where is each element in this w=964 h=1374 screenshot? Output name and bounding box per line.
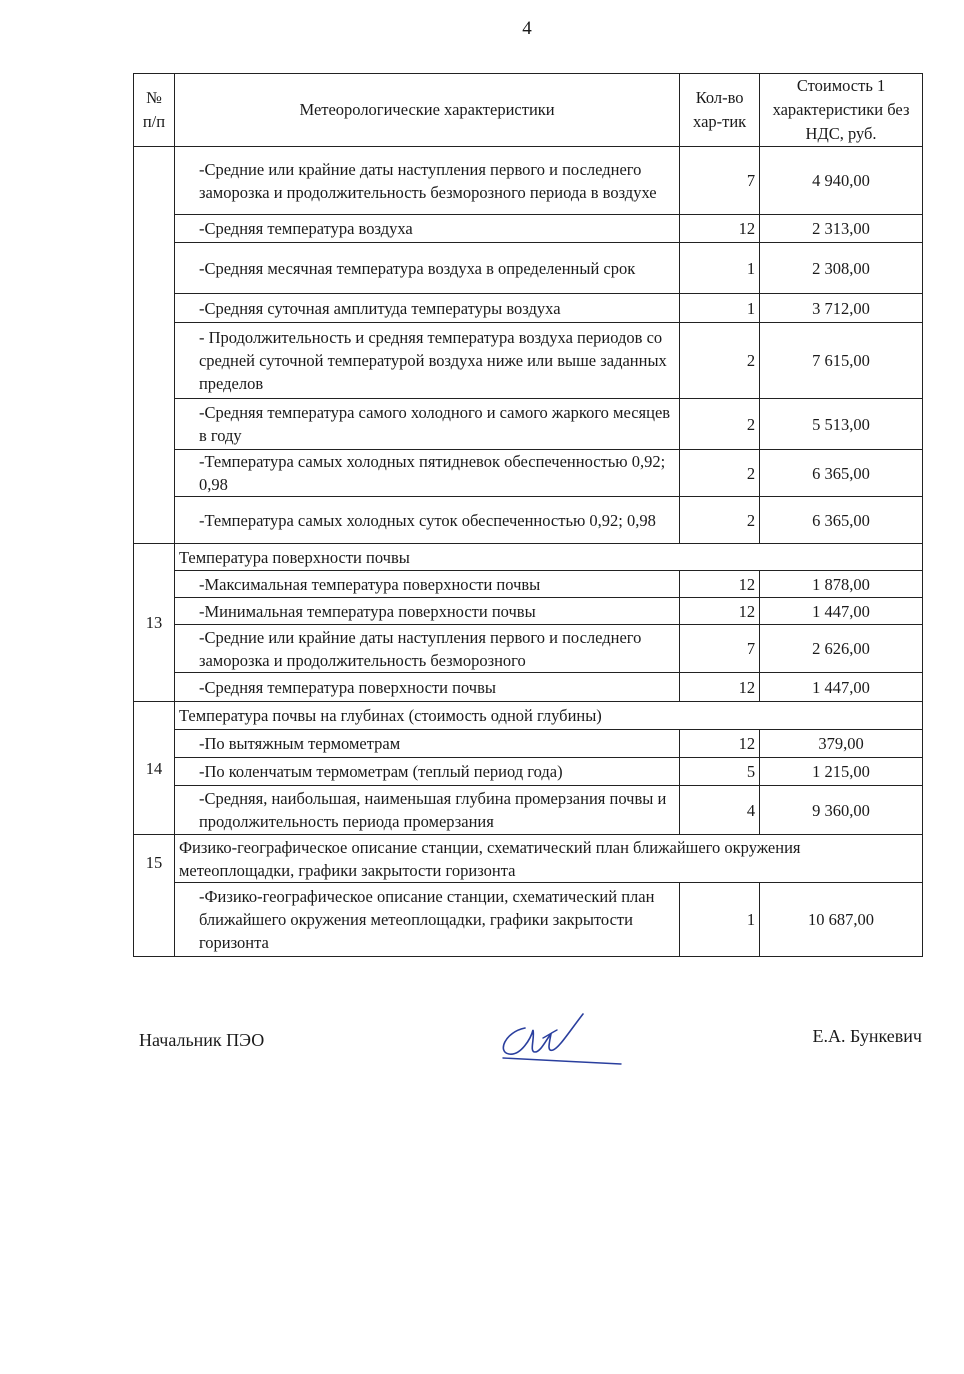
signer-name: Е.А. Бункевич — [812, 1026, 922, 1046]
characteristic-name: -Средняя температура самого холодного и самого жаркого месяцев в году — [174, 399, 679, 450]
table-row — [134, 730, 923, 758]
characteristic-cost: 5 513,00 — [760, 399, 923, 450]
characteristic-qty: 7 — [680, 147, 760, 215]
characteristic-name: -Температура самых холодных пятидневок обеспеченностью 0,92; 0,98 — [174, 450, 679, 497]
table-row — [134, 215, 923, 243]
characteristic-name: -По вытяжным термометрам — [174, 730, 679, 758]
page-number: 4 — [522, 18, 532, 39]
table-row — [134, 625, 923, 673]
characteristic-name: - Продолжительность и средняя температура воздуха периодов со средней суточной температурой воздуха ниже или выше заданных пределов — [174, 323, 679, 399]
characteristic-qty: 12 — [680, 215, 760, 243]
characteristic-cost: 2 308,00 — [760, 243, 923, 294]
characteristic-cost: 7 615,00 — [760, 323, 923, 399]
section-title: Температура почвы на глубинах (стоимость одной глубины) — [174, 702, 922, 730]
characteristic-cost: 3 712,00 — [760, 294, 923, 323]
characteristic-cost: 2 626,00 — [760, 625, 923, 673]
section-row — [134, 702, 923, 730]
characteristic-qty: 12 — [680, 571, 760, 598]
characteristic-name: -Средние или крайние даты наступления первого и последнего заморозка и продолжительность безморозного периода в воздухе — [174, 147, 679, 215]
characteristic-qty: 1 — [680, 243, 760, 294]
header-num: № п/п — [134, 74, 175, 147]
section-title: Физико-географическое описание станции, схематический план ближайшего окружения метеоплощадки, графики закрытости горизонта — [174, 835, 922, 883]
table-row — [134, 571, 923, 598]
characteristic-qty: 4 — [680, 786, 760, 835]
header-cost: Стоимость 1 характеристики без НДС, руб. — [760, 74, 923, 147]
characteristic-cost: 10 687,00 — [760, 883, 923, 957]
characteristic-name: -Минимальная температура поверхности почвы — [174, 598, 679, 625]
row-number-cell: 14 — [134, 702, 175, 835]
characteristic-cost: 1 215,00 — [760, 758, 923, 786]
section-row — [134, 544, 923, 571]
row-number-cell: 13 — [134, 544, 175, 702]
signer-position: Начальник ПЭО — [139, 1030, 265, 1050]
characteristic-qty: 2 — [680, 450, 760, 497]
table-row — [134, 673, 923, 702]
characteristic-name: -Средняя месячная температура воздуха в определенный срок — [174, 243, 679, 294]
table-row — [134, 294, 923, 323]
characteristic-cost: 1 878,00 — [760, 571, 923, 598]
section-row — [134, 835, 923, 883]
row-number-cell — [134, 147, 175, 544]
characteristic-qty: 2 — [680, 399, 760, 450]
section-title: Температура поверхности почвы — [174, 544, 922, 571]
characteristic-qty: 12 — [680, 598, 760, 625]
characteristic-qty: 2 — [680, 323, 760, 399]
table-row — [134, 598, 923, 625]
cost-table — [133, 73, 923, 957]
table-row — [134, 399, 923, 450]
table-row — [134, 497, 923, 544]
table-header-row — [134, 74, 923, 147]
characteristic-cost: 6 365,00 — [760, 450, 923, 497]
characteristic-cost: 2 313,00 — [760, 215, 923, 243]
characteristic-cost: 6 365,00 — [760, 497, 923, 544]
table-row — [134, 450, 923, 497]
characteristic-name: -Средняя температура воздуха — [174, 215, 679, 243]
characteristic-cost: 1 447,00 — [760, 673, 923, 702]
characteristic-name: -Средняя температура поверхности почвы — [174, 673, 679, 702]
characteristic-name: -Температура самых холодных суток обеспеченностью 0,92; 0,98 — [174, 497, 679, 544]
characteristic-name: -Максимальная температура поверхности почвы — [174, 571, 679, 598]
table-row — [134, 786, 923, 835]
row-number-cell: 15 — [134, 835, 175, 957]
characteristic-cost: 4 940,00 — [760, 147, 923, 215]
characteristic-qty: 2 — [680, 497, 760, 544]
header-qty: Кол-во хар-тик — [680, 74, 760, 147]
characteristic-qty: 7 — [680, 625, 760, 673]
characteristic-qty: 5 — [680, 758, 760, 786]
characteristic-name: -По коленчатым термометрам (теплый период года) — [174, 758, 679, 786]
table-row — [134, 883, 923, 957]
characteristic-qty: 12 — [680, 673, 760, 702]
characteristic-name: -Физико-географическое описание станции, схематический план ближайшего окружения метеоплощадки, графики закрытости горизонта — [174, 883, 679, 957]
characteristic-qty: 1 — [680, 883, 760, 957]
characteristic-name: -Средняя, наибольшая, наименьшая глубина промерзания почвы и продолжительность периода промерзания — [174, 786, 679, 835]
table-row — [134, 758, 923, 786]
characteristic-name: -Средняя суточная амплитуда температуры воздуха — [174, 294, 679, 323]
characteristic-cost: 379,00 — [760, 730, 923, 758]
characteristic-qty: 1 — [680, 294, 760, 323]
characteristic-qty: 12 — [680, 730, 760, 758]
characteristic-name: -Средние или крайние даты наступления первого и последнего заморозка и продолжительность безморозного — [174, 625, 679, 673]
characteristic-cost: 1 447,00 — [760, 598, 923, 625]
table-row — [134, 243, 923, 294]
table-row — [134, 147, 923, 215]
table-row — [134, 323, 923, 399]
characteristic-cost: 9 360,00 — [760, 786, 923, 835]
header-name: Метеорологические характеристики — [174, 74, 679, 147]
signature-image — [495, 1008, 625, 1068]
